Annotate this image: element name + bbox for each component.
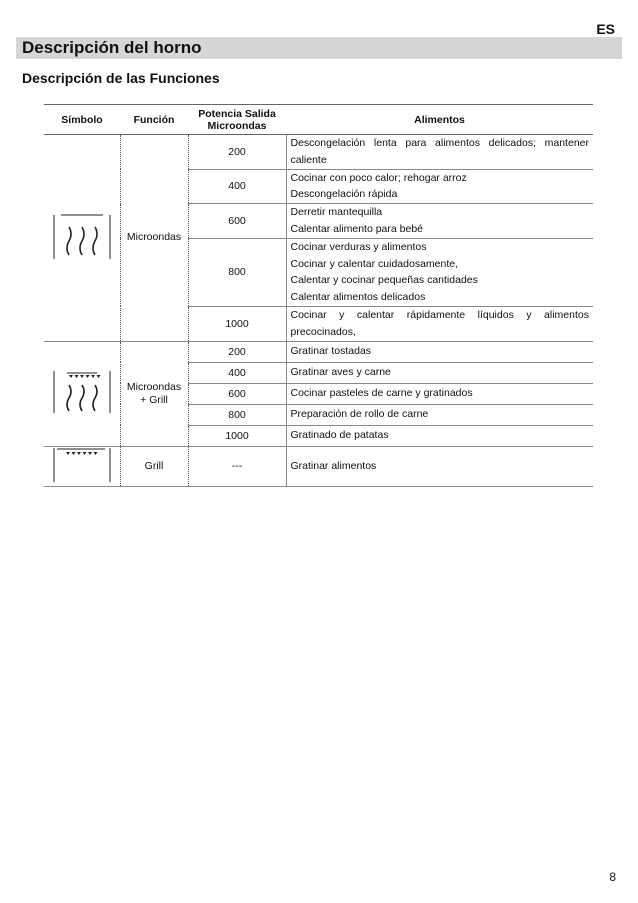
power-level: 200: [188, 341, 286, 362]
microwave-grill-icon: [44, 341, 120, 446]
food-item: Cocinar con poco calor; rehogar arroz: [290, 171, 467, 184]
food-cell: [286, 135, 593, 170]
table-row: [44, 135, 593, 170]
power-level: 800: [188, 238, 286, 306]
power-level: 800: [188, 404, 286, 425]
page-number: 8: [609, 870, 616, 884]
food-item: Gratinado de patatas: [290, 429, 389, 442]
food-item: Descongelación lenta para alimentos delicados; mantener caliente: [290, 137, 589, 166]
function-name: Microondas + Grill: [120, 341, 188, 446]
header-function: Función: [120, 105, 188, 135]
header-symbol: Símbolo: [44, 105, 120, 135]
food-cell: [286, 404, 593, 425]
power-level: 200: [188, 135, 286, 170]
food-item: Calentar alimento para bebé: [290, 222, 424, 235]
table-header-row: [44, 105, 593, 135]
power-level: 1000: [188, 425, 286, 446]
food-cell: [286, 204, 593, 239]
power-level: 400: [188, 169, 286, 204]
subtitle: Descripción de las Funciones: [22, 70, 220, 86]
table-row: [44, 341, 593, 362]
food-item: Calentar alimentos delicados: [290, 291, 426, 304]
power-level: 600: [188, 383, 286, 404]
power-level: 600: [188, 204, 286, 239]
microwave-waves-icon: [44, 135, 120, 342]
section-title: Descripción del horno: [22, 38, 202, 57]
table-row: [44, 446, 593, 486]
food-item: Gratinar aves y carne: [290, 366, 391, 379]
food-cell: [286, 238, 593, 306]
language-code: ES: [596, 21, 615, 37]
grill-icon: [44, 446, 120, 486]
food-cell: [286, 446, 593, 486]
food-item: Gratinar alimentos: [290, 459, 377, 472]
food-item: Cocinar verduras y alimentos: [290, 240, 427, 253]
food-item: Cocinar y calentar rápidamente líquidos y alimentos precocinados,: [290, 308, 589, 338]
food-item: Gratinar tostadas: [290, 345, 372, 358]
food-item: Cocinar pasteles de carne y gratinados: [290, 387, 473, 400]
food-cell: [286, 169, 593, 204]
food-cell: [286, 306, 593, 341]
power-level: 1000: [188, 306, 286, 341]
food-cell: [286, 425, 593, 446]
functions-table: [44, 104, 593, 487]
food-item: Cocinar y calentar cuidadosamente,: [290, 257, 459, 270]
power-level: ---: [188, 446, 286, 486]
food-item: Derretir mantequilla: [290, 206, 383, 219]
power-level: 400: [188, 362, 286, 383]
food-cell: [286, 362, 593, 383]
function-name: Grill: [120, 446, 188, 486]
food-item: Preparación de rollo de carne: [290, 408, 429, 421]
food-item: Calentar y cocinar pequeñas cantidades: [290, 274, 478, 287]
header-food: Alimentos: [286, 105, 593, 135]
header-power: Potencia Salida Microondas: [188, 105, 286, 135]
function-name: Microondas: [120, 135, 188, 342]
food-cell: [286, 383, 593, 404]
food-item: Descongelación rápida: [290, 188, 398, 201]
food-cell: [286, 341, 593, 362]
